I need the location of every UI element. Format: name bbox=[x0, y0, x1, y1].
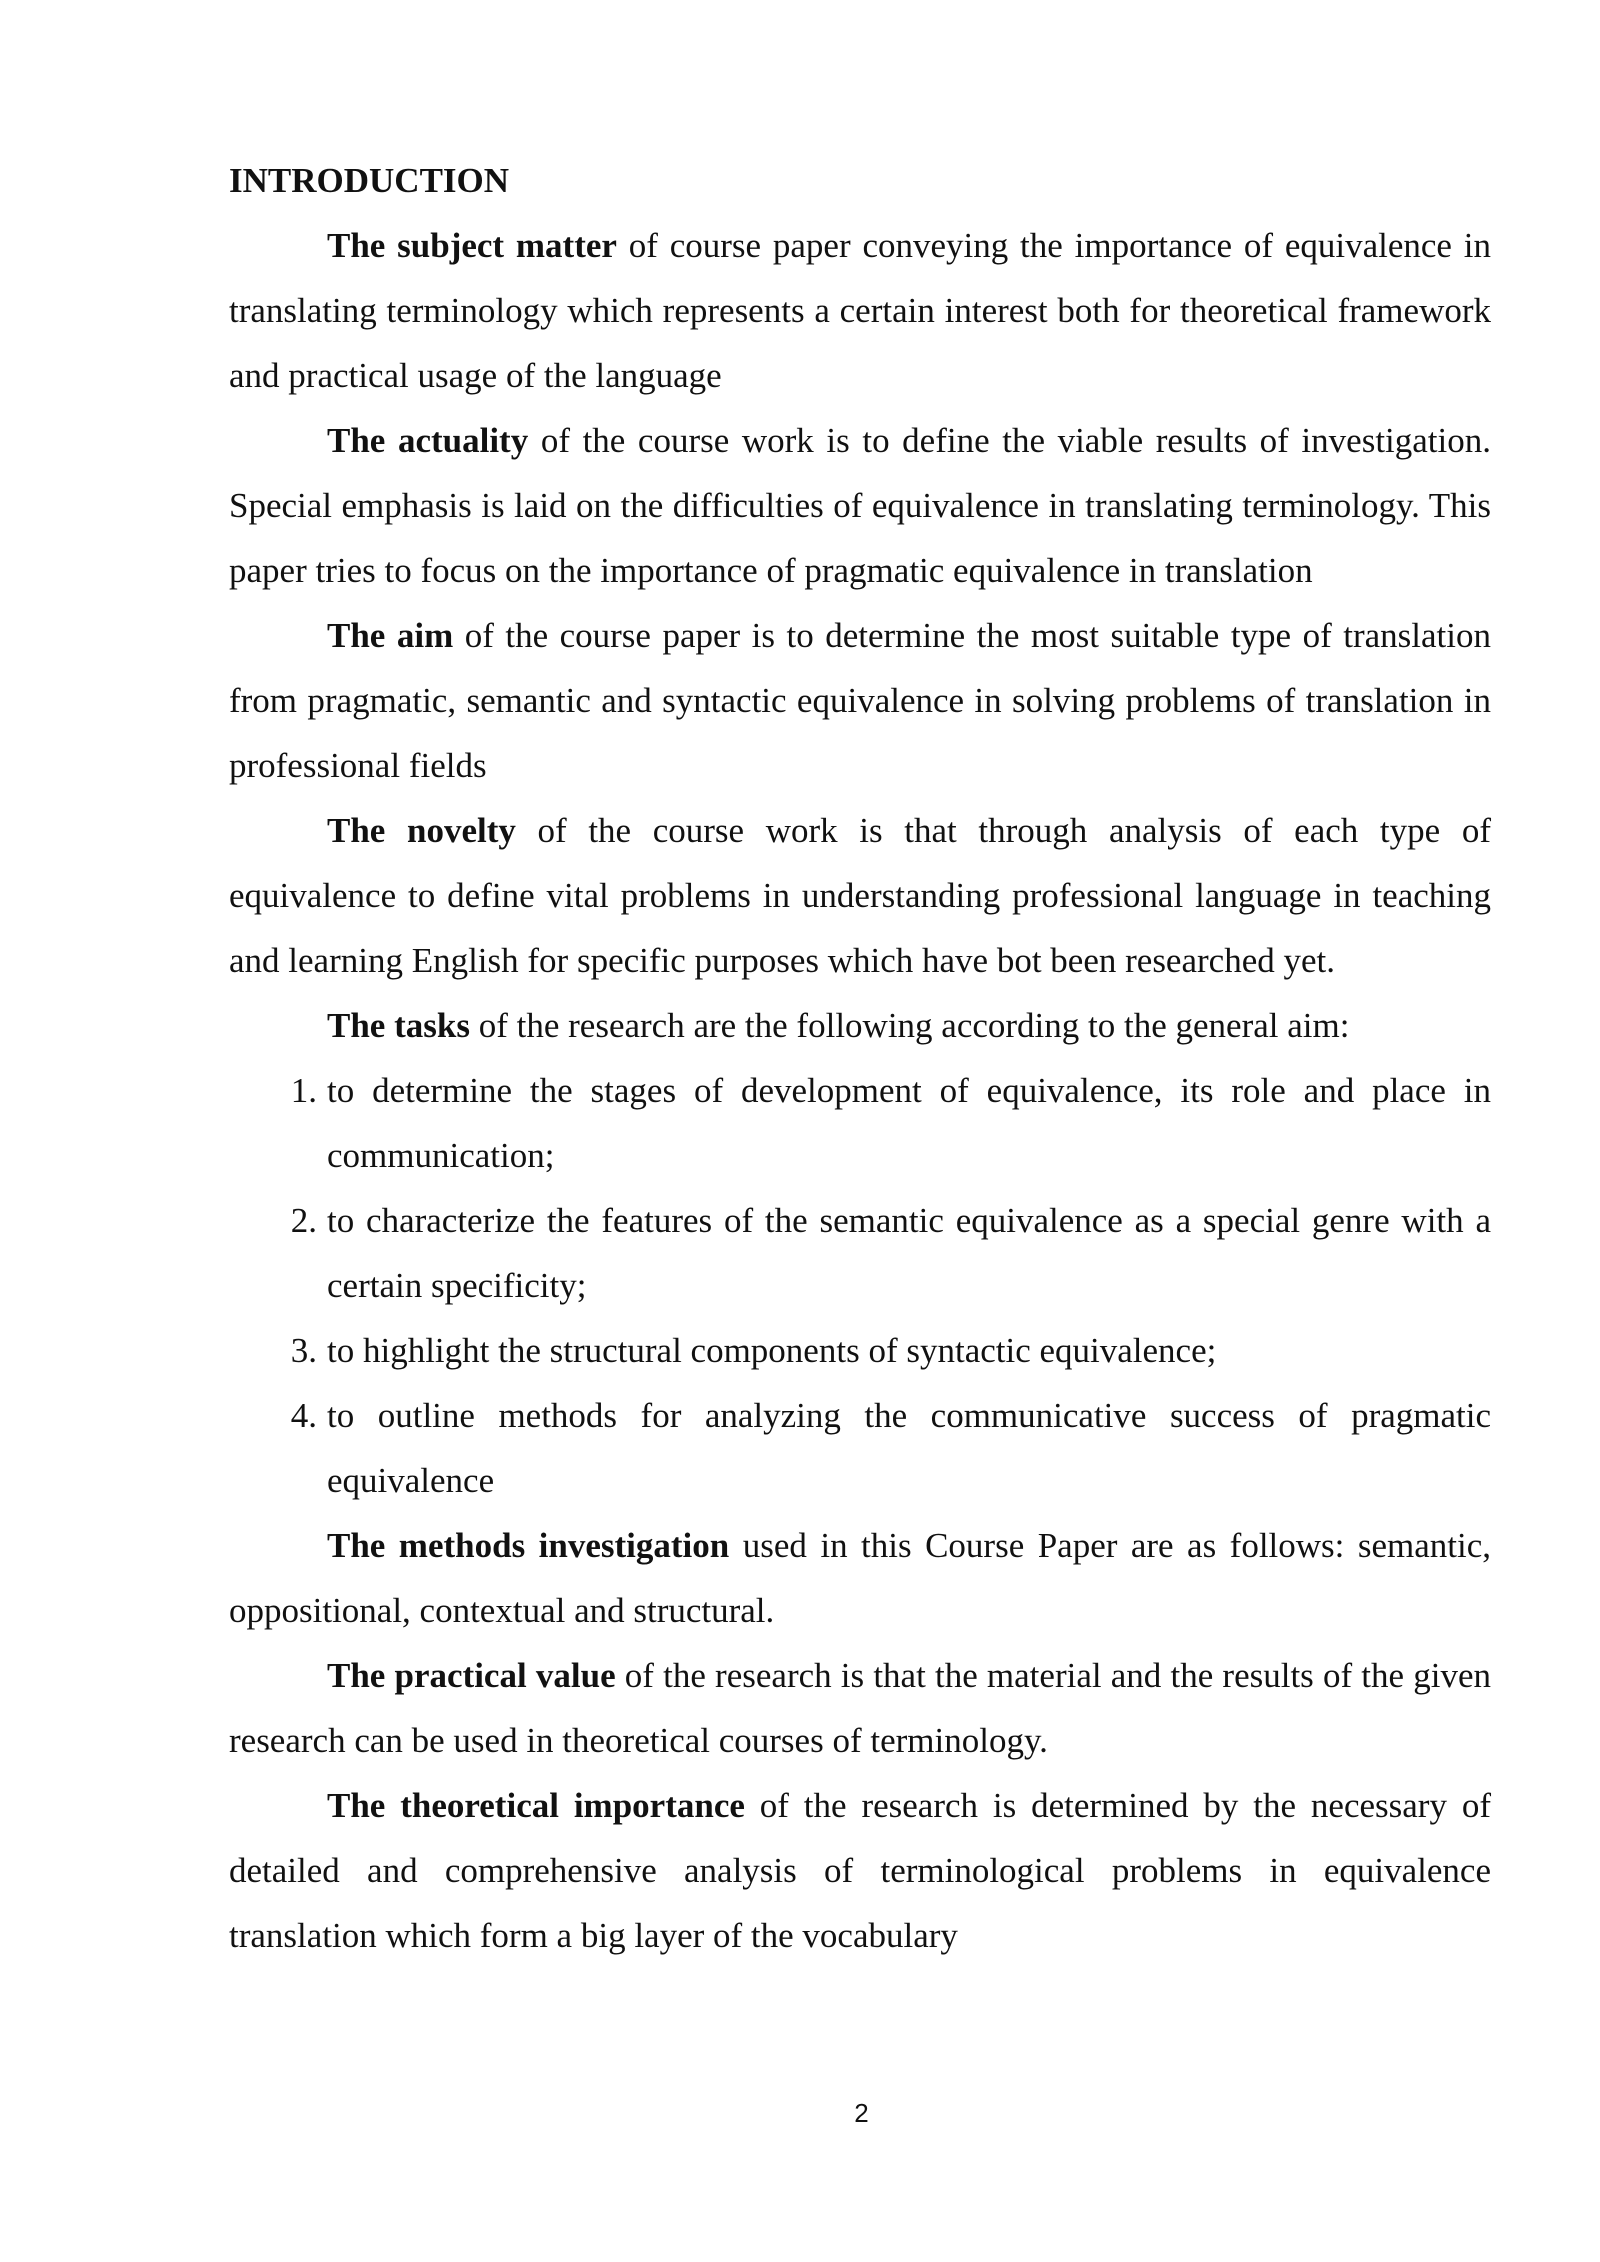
paragraph-practical-value bbox=[229, 1643, 1491, 1773]
paragraph-aim bbox=[229, 603, 1491, 798]
list-item-text: to highlight the structural components of syntactic equivalence; bbox=[327, 1331, 1217, 1370]
paragraph-text: of the research are the following according to the general aim: bbox=[469, 1006, 1350, 1045]
paragraph-text: used in this Course Paper are as follows: semantic, oppositional, contextual and structural. bbox=[229, 1526, 1492, 1630]
list-item-text: to outline methods for analyzing the communicative success of pragmatic equivalence bbox=[327, 1396, 1491, 1500]
term-novelty: The novelty bbox=[327, 811, 516, 850]
list-number: 3. bbox=[290, 1331, 317, 1370]
paragraph-text: of the course paper is to determine the most suitable type of translation from pragmatic, semantic and syntactic equivalence in solving problems of translation in professional fields bbox=[229, 616, 1491, 785]
paragraph-subject-matter bbox=[229, 213, 1491, 408]
section-heading: INTRODUCTION bbox=[229, 161, 510, 200]
paragraph-methods bbox=[229, 1513, 1491, 1643]
list-item bbox=[290, 1383, 1491, 1513]
page-number: 2 bbox=[854, 2098, 869, 2128]
document-page bbox=[229, 148, 1491, 1968]
paragraph-novelty bbox=[229, 798, 1491, 993]
paragraph-actuality bbox=[229, 408, 1491, 603]
list-item-text: to determine the stages of development of equivalence, its role and place in communication; bbox=[327, 1071, 1491, 1175]
list-number: 2. bbox=[290, 1201, 317, 1240]
term-theoretical-importance: The theoretical importance bbox=[327, 1786, 745, 1825]
paragraph-tasks bbox=[229, 993, 1491, 1058]
paragraph-text: of the course work is to define the viable results of investigation. Special emphasis is laid on the difficulties of equivalence in translating terminology. This paper tries to focus on the importance of pragmatic equivalence in translation bbox=[229, 421, 1491, 590]
list-item bbox=[290, 1188, 1491, 1318]
paragraph-theoretical-importance bbox=[229, 1773, 1491, 1968]
list-number: 1. bbox=[290, 1071, 317, 1110]
paragraph-text: of course paper conveying the importance of equivalence in translating terminology which represents a certain interest both for theoretical framework and practical usage of the language bbox=[229, 226, 1492, 395]
term-methods: The methods investigation bbox=[327, 1526, 730, 1565]
tasks-list bbox=[229, 1058, 1491, 1513]
paragraph-text: of the course work is that through analysis of each type of equivalence to define vital problems in understanding professional language in teaching and learning English for specific purposes which have bot been researched yet. bbox=[229, 811, 1491, 980]
term-subject-matter: The subject matter bbox=[327, 226, 617, 265]
list-item bbox=[290, 1058, 1491, 1188]
list-item-text: to characterize the features of the semantic equivalence as a special genre with a certain specificity; bbox=[327, 1201, 1491, 1305]
list-number: 4. bbox=[290, 1396, 317, 1435]
list-item bbox=[290, 1318, 1491, 1383]
paragraph-text: of the research is determined by the necessary of detailed and comprehensive analysis of terminological problems in equivalence translation which form a big layer of the vocabulary bbox=[229, 1786, 1491, 1955]
paragraph-text: of the research is that the material and the results of the given research can be used in theoretical courses of terminology. bbox=[229, 1656, 1491, 1760]
term-practical-value: The practical value bbox=[327, 1656, 616, 1695]
term-tasks: The tasks bbox=[327, 1006, 470, 1045]
term-aim: The aim bbox=[327, 616, 454, 655]
term-actuality: The actuality bbox=[327, 421, 529, 460]
